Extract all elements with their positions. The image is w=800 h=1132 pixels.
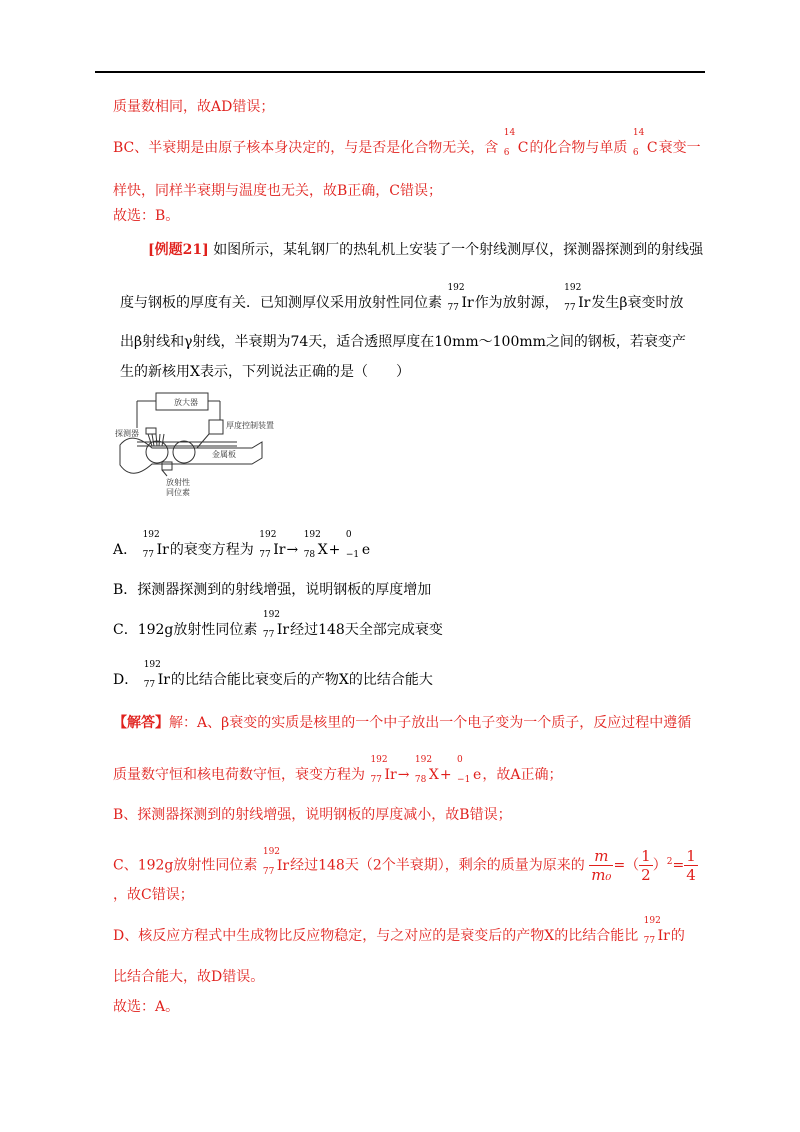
- nuclide-c14: 14 6 C: [632, 128, 658, 158]
- label-detector: 探测器: [115, 429, 139, 438]
- answer-line-1: 质量数相同，故AD错误；: [113, 99, 275, 115]
- answer-line-3: 样快，同样半衰期与温度也无关，故B正确，C错误；: [113, 183, 442, 199]
- nuclide-ir192: 192 77 Ir: [564, 283, 591, 313]
- nuclide-ir192: 192 77 Ir: [447, 283, 474, 313]
- nuclide-ir192: 192 77 Ir: [262, 610, 290, 640]
- quarter-fraction: $\frac{1}{4}$: [686, 847, 696, 885]
- nuclide-ir192: 192 77 Ir: [262, 846, 290, 877]
- label-amplifier: 放大器: [174, 398, 198, 407]
- solution-line-3: B、探测器探测到的射线增强，说明钢板的厚度减小，故B错误；: [113, 807, 512, 823]
- solution-line-7: 比结合能大，故D错误。: [113, 969, 265, 985]
- solution-line-1: 【解答】解：A、β衰变的实质是核里的一个中子放出一个电子变为一个质子，反应过程中遵循: [113, 715, 692, 731]
- question-line-2: 度与钢板的厚度有关．已知测厚仪采用放射性同位素 192 77 Ir作为放射源， 192 77 Ir发生β衰变时放: [120, 283, 684, 313]
- nuclide-x192: 192 78 X: [414, 755, 439, 785]
- solution-line-4: C、192g放射性同位素 192 77 Ir经过148天（2个半衰期），剩余的质量为原来的 $\frac{m}{\text{m₀}}$ =（ $\frac{1}{2}$ ）$^2$= $\frac{1}{4}$: [113, 846, 696, 885]
- nuclide-electron: 0 −1 e: [457, 755, 482, 785]
- nuclide-x192: 192 78 X: [303, 530, 328, 560]
- answer-line-4: 故选：B。: [113, 208, 180, 224]
- nuclide-electron: 0 −1 e: [345, 530, 371, 560]
- question-line-4: 生的新核用X表示，下列说法正确的是（ ）: [120, 364, 410, 380]
- option-a: A． 192 77 Ir的衰变方程为 192 77 Ir→ 192 78 X+ 0 −1 e: [113, 530, 371, 560]
- nuclide-ir192: 192 77 Ir: [259, 530, 286, 560]
- option-b: B．探测器探测到的射线增强，说明钢板的厚度增加: [113, 582, 432, 598]
- question-line-3: 出β射线和γ射线，半衰期为74天，适合透照厚度在10mm～100mm之间的钢板，若衰变产: [120, 334, 686, 350]
- apparatus-diagram: [112, 390, 302, 505]
- question-line-1: [例题21] 如图所示，某轧钢厂的热轧机上安装了一个射线测厚仪，探测器探测到的射线强: [148, 242, 704, 258]
- solution-line-5: ，故C错误；: [113, 887, 194, 903]
- label-isotope-1: 放射性: [166, 478, 190, 487]
- thickness-gauge-figure: [112, 390, 302, 505]
- solution-line-6: D、核反应方程式中生成物比反应物稳定，与之对应的是衰变后的产物X的比结合能比 192 77 Ir的: [113, 916, 685, 946]
- nuclide-ir192: 192 77 Ir: [643, 916, 670, 946]
- header-rule: [95, 71, 705, 73]
- solution-line-2: 质量数守恒和核电荷数守恒，衰变方程为 192 77 Ir→ 192 78 X+ 0 −1 e，故A正确；: [113, 755, 563, 785]
- solution-line-8: 故选：A。: [113, 999, 180, 1015]
- label-control: 厚度控制装置: [226, 421, 274, 430]
- nuclide-c14: 14 6 C: [503, 128, 529, 158]
- answer-line-2: BC、半衰期是由原子核本身决定的，与是否是化合物无关，含 14 6 C的化合物与单质 14 6 C衰变一: [113, 128, 701, 158]
- nuclide-ir192: 192 77 Ir: [143, 660, 170, 690]
- solution-tag: 【解答】: [113, 715, 169, 731]
- half-fraction: $\frac{1}{2}$: [641, 847, 651, 885]
- label-isotope-2: 同位素: [166, 488, 190, 497]
- mass-ratio-fraction: $\frac{m}{\text{m₀}}$: [591, 847, 612, 885]
- label-plate: 金属板: [212, 450, 236, 459]
- nuclide-ir192: 192 77 Ir: [142, 530, 169, 560]
- option-d: D． 192 77 Ir的比结合能比衰变后的产物X的比结合能大: [113, 660, 433, 690]
- question-tag: [例题21]: [148, 242, 209, 258]
- nuclide-ir192: 192 77 Ir: [370, 755, 397, 785]
- option-c: C．192g放射性同位素 192 77 Ir经过148天全部完成衰变: [113, 610, 443, 640]
